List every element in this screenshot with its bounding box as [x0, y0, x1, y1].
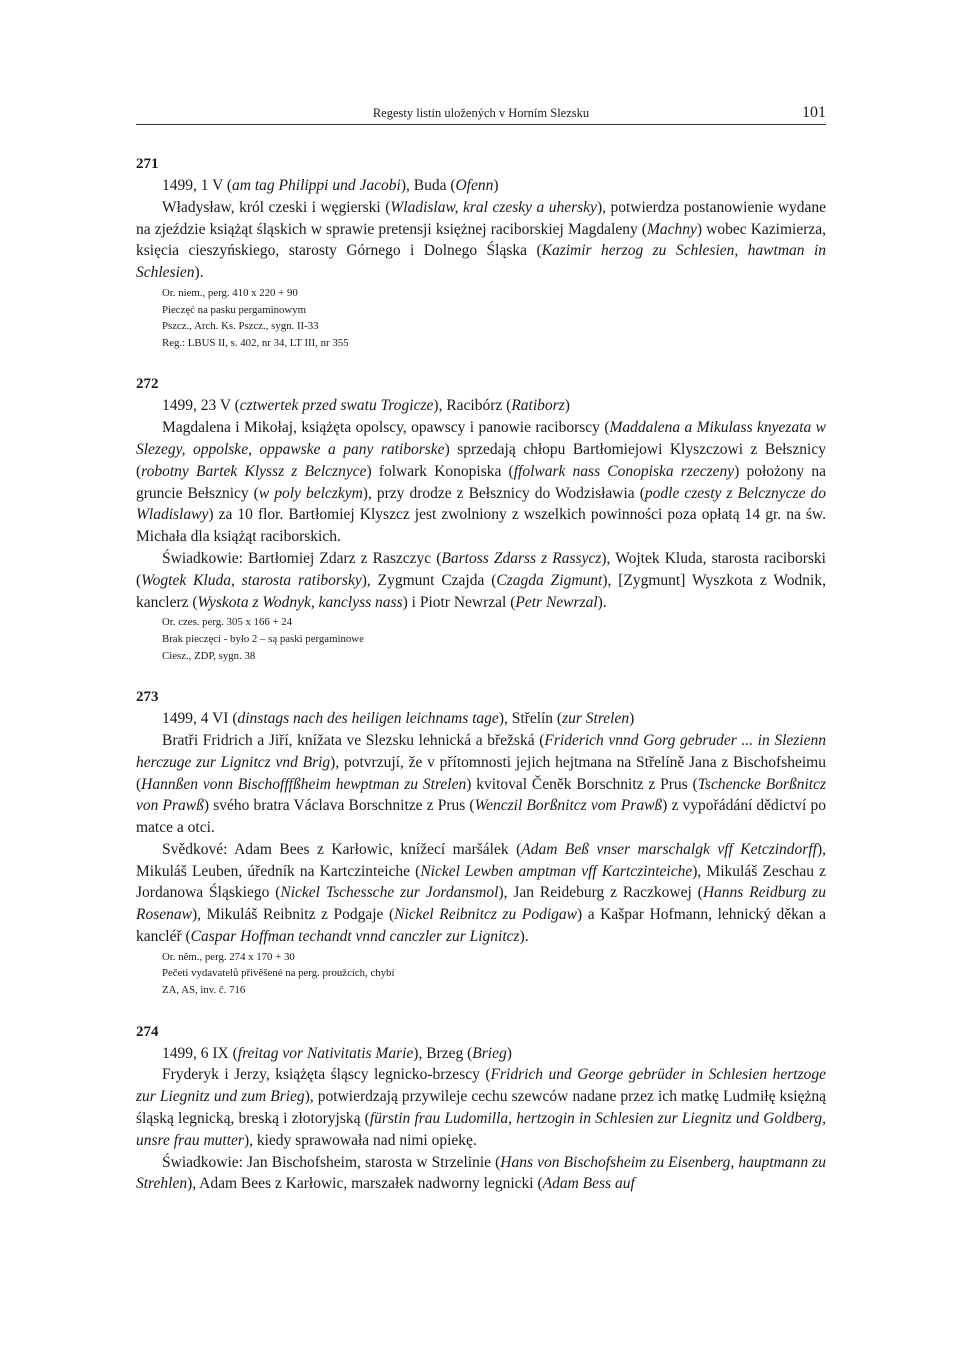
archival-note: Or. něm., perg. 274 x 170 + 30 [162, 950, 295, 963]
archival-notes [162, 949, 826, 999]
entry-number: 273 [136, 689, 159, 706]
entry-summary: Fryderyk i Jerzy, książęta śląscy legnicko-brzescy (Fridrich und George gebrüder in Schlesien hertzoge zur Liegnitz und zum Brieg), potwierdzają przywileje cechu szewców nadane przez ich matkę Ludmiłę księżną śląską legnicką, breską i złotoryjską (fürstin frau Ludomilla, hertzogin in Schlesien zur Liegnitz und Goldberg, unsre frau mutter), kiedy sprawowała nad nimi opiekę. [136, 1066, 826, 1149]
page-number: 101 [802, 104, 826, 121]
archival-notes [162, 614, 826, 664]
archival-note: Or. niem., perg. 410 x 220 + 90 [162, 286, 298, 299]
regest-entry [136, 1021, 826, 1196]
entry-date-place: 1499, 23 V (cztwertek przed swatu Trogicze), Racibórz (Ratiborz) [162, 397, 570, 415]
regest-entry [136, 153, 826, 351]
entry-witnesses: Svědkové: Adam Bees z Karłowic, knížecí maršálek (Adam Beß vnser marschalgk vff Ketczindorff), Mikuláš Leuben, úředník na Kartczinteiche (Nickel Lewben amptman vff Kartczinteiche), Mikuláš Zeschau z Jordanowa Śląskiego (Nickel Tschessche zur Jordansmol), Jan Reideburg z Raczkowej (Hanns Reidburg zu Rosenaw), Mikuláš Reibnitz z Podgaje (Nickel Reibnitcz zu Podigaw) a Kašpar Hofmann, lehnický děkan a kancléř (Caspar Hoffman techandt vnnd canczler zur Lignitcz). [136, 840, 827, 946]
entry-summary: Władysław, król czeski i węgierski (Wladislaw, kral czesky a uhersky), potwierdza postanowienie wydane na zjeździe książąt śląskich w sprawie pretensji księżnej raciborskiej Magdaleny (Machny) wobec Kazimierza, księcia cieszyńskiego, starosty Górnego i Dolnego Śląska (Kazimir herzog zu Schlesien, hawtman in Schlesien). [136, 198, 827, 282]
archival-note: Brak pieczęci - było 2 – są paski pergaminowe [162, 632, 364, 645]
entry-date-place: 1499, 4 VI (dinstags nach des heiligen leichnams tage), Střelín (zur Strelen) [162, 710, 635, 728]
archival-note: Pečeti vydavatelů přivěšené na perg. proužcích, chybí [162, 967, 395, 980]
entry-date-place: 1499, 6 IX (freitag vor Nativitatis Marie), Brzeg (Brieg) [162, 1044, 512, 1062]
entry-summary: Magdalena i Mikołaj, książęta opolscy, opawscy i panowie raciborscy (Maddalena a Mikulass knyezata w Slezegy, oppolske, oppawske a pany ratiborske) sprzedają chłopu Bartłomiejowi Klyszczowi z Bełsznicy (robotny Bartek Klyssz z Belcznyce) folwark Konopiska (ffolwark nass Conopiska rzeczeny) położony na gruncie Bełsznicy (w poly belczkym), przy drodze z Bełsznicy do Wodzisławia (podle czesty z Belcznycze do Wladislawy) za 10 flor. Bartłomiej Klyszcz jest zwolniony z wszelkich powinności poza opłatą 14 gr. na św. Michała dla książąt raciborskich. [136, 419, 827, 546]
archival-note: Reg.: LBUS II, s. 402, nr 34, LT III, nr 355 [162, 336, 349, 349]
regest-entry [136, 686, 826, 999]
running-title: Regesty listin uložených v Horním Slezsku [372, 106, 590, 120]
entry-number: 274 [136, 1023, 159, 1040]
archival-note: Pieczęć na pasku pergaminowym [162, 303, 307, 316]
archival-note: ZA, AS, inv. č. 716 [162, 984, 246, 997]
entry-witnesses: Świadkowie: Jan Bischofsheim, starosta w Strzelinie (Hans von Bischofsheim zu Eisenberg, hauptmann zu Strehlen), Adam Bees z Karłowic, marszałek nadworny legnicki (Adam Bess auf [136, 1153, 826, 1193]
entry-number: 272 [136, 376, 159, 393]
entry-number: 271 [136, 156, 159, 172]
entry-witnesses: Świadkowie: Bartłomiej Zdarz z Raszczyc (Bartoss Zdarss z Rassycz), Wojtek Kluda, starosta raciborski (Wogtek Kluda, starosta ratiborsky), Zygmunt Czajda (Czagda Zigmunt), [Zygmunt] Wyszkota z Wodnik, kanclerz (Wyskota z Wodnyk, kanclyss nass) i Piotr Newrzal (Petr Newrzal). [136, 549, 826, 611]
running-header [136, 100, 826, 125]
archival-note: Ciesz., ZDP, sygn. 38 [162, 649, 256, 662]
archival-note: Pszcz., Arch. Ks. Pszcz., sygn. II-33 [162, 320, 319, 333]
document-page [136, 100, 826, 1195]
entry-date-place: 1499, 1 V (am tag Philippi und Jacobi), Buda (Ofenn) [162, 177, 499, 194]
regest-entry [136, 373, 826, 664]
archival-notes [162, 285, 826, 351]
entry-summary: Bratři Fridrich a Jiří, knížata ve Slezsku lehnická a břežská (Friderich vnnd Gorg gebruder ... in Slezienn herczuge zur Lignitcz vnd Brig), potvrzují, že v přítomnosti jejich hejtmana na Střelíně Jana z Bischofsheimu (Hannßen vonn Bischofffßheim hewptman zu Strelen) kvitoval Čeněk Borschnitz z Prus (Tschencke Borßnitcz von Prawß) svého bratra Václava Borschnitze z Prus (Wenczil Borßnitcz vom Prawß) z vypořádání dědictví po matce a otci. [136, 731, 827, 837]
archival-note: Or. czes. perg. 305 x 166 + 24 [162, 616, 293, 629]
